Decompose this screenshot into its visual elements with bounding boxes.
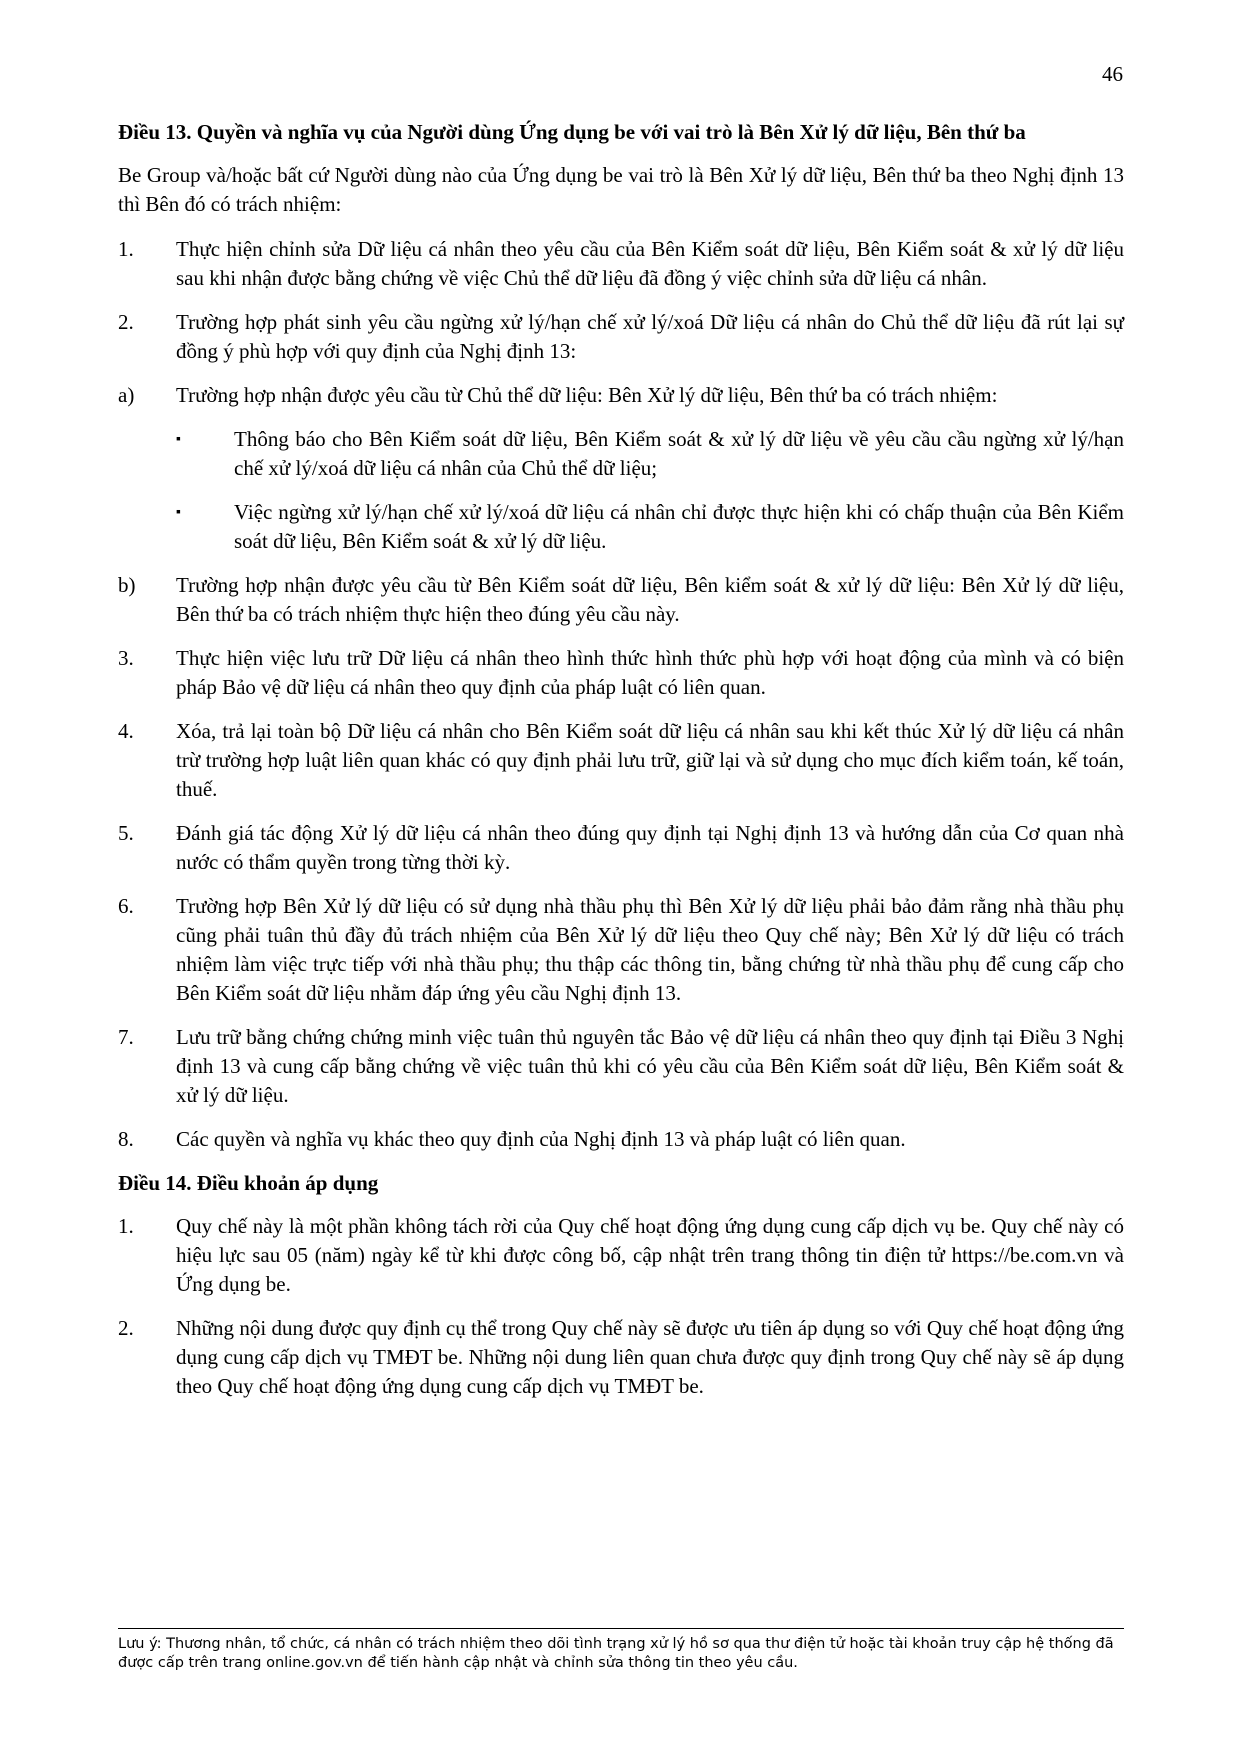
item-text: Xóa, trả lại toàn bộ Dữ liệu cá nhân cho Bên Kiểm soát dữ liệu cá nhân sau khi kết thúc Xử lý dữ liệu cá nhân trừ trường hợp luật liên quan khác có quy định phải lưu trữ, giữ lại và sử dụng cho mục đích kiểm toán, kế toán, thuế. (176, 719, 1124, 801)
item-text: Quy chế này là một phần không tách rời của Quy chế hoạt động ứng dụng cung cấp dịch vụ be. Quy chế này có hiệu lực sau 05 (năm) ngày kể từ khi được công bố, cập nhật trên trang thông tin điện tử https://be.com.vn và Ứng dụng be. (176, 1214, 1124, 1296)
item-number: 4. (118, 719, 134, 743)
item-text: Thực hiện chỉnh sửa Dữ liệu cá nhân theo yêu cầu của Bên Kiểm soát dữ liệu, Bên Kiểm soát & xử lý dữ liệu sau khi nhận được bằng chứng về việc Chủ thể dữ liệu đã đồng ý việc chỉnh sửa dữ liệu cá nhân. (176, 237, 1124, 290)
item-number: 1. (118, 1214, 134, 1238)
item-number: a) (118, 383, 135, 407)
document-body (118, 118, 1124, 1416)
bullet-item (176, 425, 1124, 483)
item-text: Trường hợp phát sinh yêu cầu ngừng xử lý/hạn chế xử lý/xoá Dữ liệu cá nhân do Chủ thể dữ liệu đã rút lại sự đồng ý phù hợp với quy định của Nghị định 13: (176, 310, 1124, 363)
item-number: 1. (118, 237, 134, 261)
list-item (118, 819, 1124, 877)
article-13-intro: Be Group và/hoặc bất cứ Người dùng nào của Ứng dụng be vai trò là Bên Xử lý dữ liệu, Bên thứ ba theo Nghị định 13 thì Bên đó có trách nhiệm: (118, 163, 1124, 216)
footer-note: Lưu ý: Thương nhân, tổ chức, cá nhân có trách nhiệm theo dõi tình trạng xử lý hồ sơ qua thư điện tử hoặc tài khoản truy cập hệ thống đã được cấp trên trang online.gov.vn để tiến hành cập nhật và chỉnh sửa thông tin theo yêu cầu. (118, 1628, 1124, 1673)
bullet-text: Thông báo cho Bên Kiểm soát dữ liệu, Bên Kiểm soát & xử lý dữ liệu về yêu cầu cầu ngừng xử lý/hạn chế xử lý/xoá dữ liệu cá nhân của Chủ thể dữ liệu; (234, 427, 1124, 480)
list-item (118, 644, 1124, 702)
item-number: 3. (118, 646, 134, 670)
list-item (118, 308, 1124, 366)
item-text: Những nội dung được quy định cụ thể trong Quy chế này sẽ được ưu tiên áp dụng so với Quy chế hoạt động ứng dụng cung cấp dịch vụ TMĐT be. Những nội dung liên quan chưa được quy định trong Quy chế này sẽ áp dụng theo Quy chế hoạt động ứng dụng cung cấp dịch vụ TMĐT be. (176, 1316, 1124, 1398)
item-text: Thực hiện việc lưu trữ Dữ liệu cá nhân theo hình thức hình thức phù hợp với hoạt động của mình và có biện pháp Bảo vệ dữ liệu cá nhân theo quy định của pháp luật có liên quan. (176, 646, 1124, 699)
list-item (118, 1023, 1124, 1110)
square-bullet-icon: ▪ (176, 505, 181, 520)
bullet-text: Việc ngừng xử lý/hạn chế xử lý/xoá dữ liệu cá nhân chỉ được thực hiện khi có chấp thuận của Bên Kiểm soát dữ liệu, Bên Kiểm soát & xử lý dữ liệu. (234, 500, 1124, 553)
list-item (118, 235, 1124, 293)
page-number: 46 (1102, 62, 1123, 86)
list-item (118, 571, 1124, 629)
item-text: Đánh giá tác động Xử lý dữ liệu cá nhân theo đúng quy định tại Nghị định 13 và hướng dẫn của Cơ quan nhà nước có thẩm quyền trong từng thời kỳ. (176, 821, 1124, 874)
list-item (118, 892, 1124, 1008)
item-number: 2. (118, 310, 134, 334)
item-number: 5. (118, 821, 134, 845)
bullet-item (176, 498, 1124, 556)
list-item (118, 1212, 1124, 1299)
article-13-heading: Điều 13. Quyền và nghĩa vụ của Người dùng Ứng dụng be với vai trò là Bên Xử lý dữ liệu, Bên thứ ba (118, 120, 1026, 144)
article-14-heading: Điều 14. Điều khoản áp dụng (118, 1171, 379, 1195)
item-text: Lưu trữ bằng chứng chứng minh việc tuân thủ nguyên tắc Bảo vệ dữ liệu cá nhân theo quy định tại Điều 3 Nghị định 13 và cung cấp bằng chứng về việc tuân thủ khi có yêu cầu của Bên Kiểm soát dữ liệu, Bên Kiểm soát & xử lý dữ liệu. (176, 1025, 1124, 1107)
item-text: Các quyền và nghĩa vụ khác theo quy định của Nghị định 13 và pháp luật có liên quan. (176, 1127, 906, 1151)
item-text: Trường hợp nhận được yêu cầu từ Bên Kiểm soát dữ liệu, Bên kiểm soát & xử lý dữ liệu: Bên Xử lý dữ liệu, Bên thứ ba có trách nhiệm thực hiện theo đúng yêu cầu này. (176, 573, 1124, 626)
square-bullet-icon: ▪ (176, 432, 181, 447)
item-number: 2. (118, 1316, 134, 1340)
list-item (118, 717, 1124, 804)
list-item (118, 1314, 1124, 1401)
item-text: Trường hợp Bên Xử lý dữ liệu có sử dụng nhà thầu phụ thì Bên Xử lý dữ liệu phải bảo đảm rằng nhà thầu phụ cũng phải tuân thủ đầy đủ trách nhiệm của Bên Xử lý dữ liệu theo Quy chế này; Bên Xử lý dữ liệu có trách nhiệm làm việc trực tiếp với nhà thầu phụ; thu thập các thông tin, bằng chứng từ nhà thầu phụ để cung cấp cho Bên Kiểm soát dữ liệu nhằm đáp ứng yêu cầu Nghị định 13. (176, 894, 1124, 1005)
item-number: 6. (118, 894, 134, 918)
item-number: 8. (118, 1127, 134, 1151)
list-item (118, 381, 1124, 410)
item-number: 7. (118, 1025, 134, 1049)
list-item (118, 1125, 1124, 1154)
item-text: Trường hợp nhận được yêu cầu từ Chủ thể dữ liệu: Bên Xử lý dữ liệu, Bên thứ ba có trách nhiệm: (176, 383, 998, 407)
item-number: b) (118, 573, 136, 597)
